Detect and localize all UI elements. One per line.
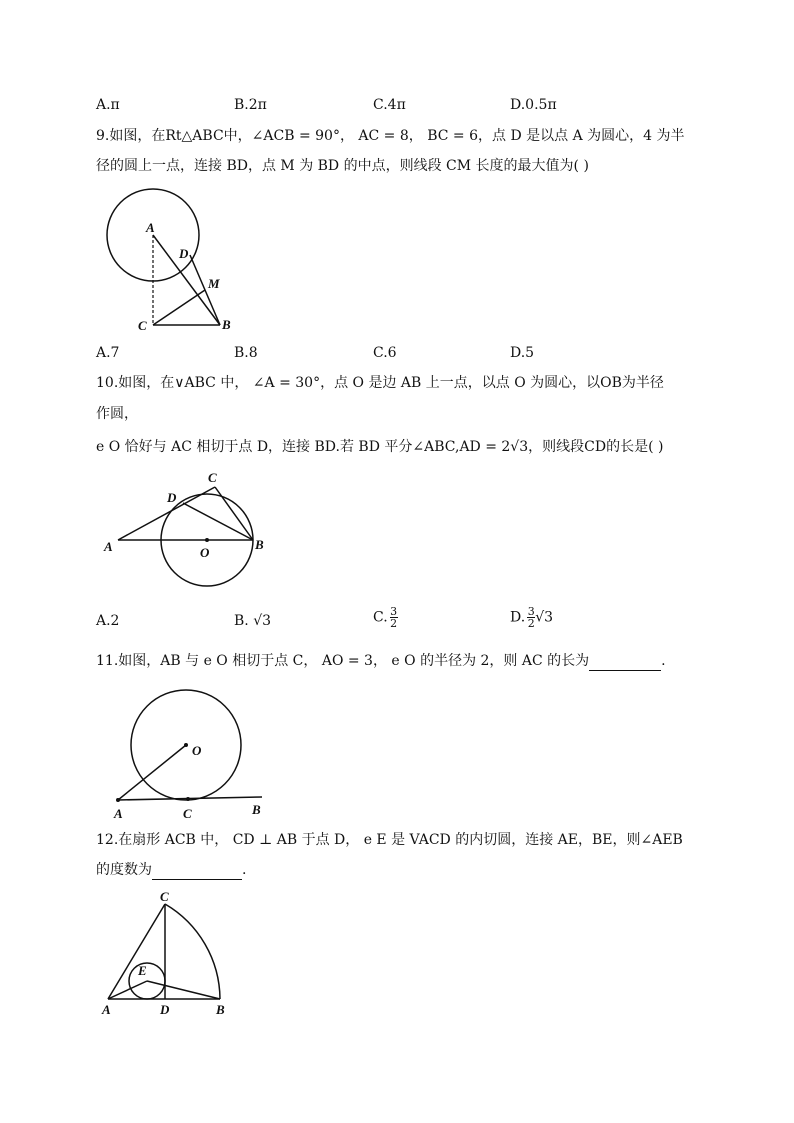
q10-center-point	[205, 538, 209, 542]
q10-label-c: C	[208, 470, 217, 485]
q8-option-a: A.π	[96, 97, 120, 113]
q11-label-o: O	[192, 743, 202, 758]
q9-figure	[100, 186, 240, 336]
q10-option-d-root: √3	[535, 609, 554, 626]
q10-option-d-denominator: 2	[527, 617, 535, 630]
q8-option-d: D.0.5π	[510, 97, 557, 113]
q10-option-b: B. √3	[234, 613, 272, 629]
q10-text-line2: 作圆，	[96, 406, 138, 422]
q10-option-d	[510, 606, 553, 629]
q10-option-d-prefix: D.	[510, 609, 526, 626]
q10-option-d-fraction	[527, 606, 535, 629]
q12-text-line2	[96, 861, 246, 880]
q9-segment-cm	[153, 290, 205, 325]
q8-option-b: B.2π	[234, 97, 267, 113]
q9-label-m: M	[208, 276, 220, 291]
q12-text-line1: 12.在扇形 ACB 中， CD ⊥ AB 于点 D， e E 是 VACD 的内切圆，连接 AE，BE，则∠AEB	[96, 832, 683, 848]
q9-option-d: D.5	[510, 345, 535, 361]
q10-figure	[100, 465, 275, 590]
q12-label-a: A	[102, 1002, 111, 1017]
q12-label-d: D	[160, 1002, 170, 1017]
q10-label-b: B	[255, 537, 264, 552]
q9-text-line1: 9.如图，在Rt△ABC中，∠ACB = 90°， AC = 8， BC = 6，点 D 是以点 A 为圆心，4 为半	[96, 128, 685, 144]
q11-segment-ao	[118, 745, 186, 800]
q12-figure	[100, 888, 235, 1018]
q10-text-line3: e O 恰好与 AC 相切于点 D，连接 BD.若 BD 平分∠ABC,AD = 2√3，则线段CD的长是( )	[96, 439, 664, 455]
q12-question-end: 的度数为	[96, 862, 152, 878]
q9-text-line2: 径的圆上一点，连接 BD，点 M 为 BD 的中点，则线段 CM 长度的最大值为( )	[96, 158, 589, 174]
q11-point-o	[184, 743, 188, 747]
q9-label-d: D	[179, 246, 189, 261]
q9-label-c: C	[138, 318, 147, 333]
q10-label-d: D	[167, 490, 177, 505]
q11-question: 11.如图，AB 与 e O 相切于点 C， AO = 3， e O 的半径为 2，则 AC 的长为	[96, 653, 590, 669]
q10-option-c	[373, 606, 398, 629]
q11-label-a: A	[114, 806, 123, 821]
q10-option-c-fraction	[390, 606, 398, 629]
q12-segment-be	[147, 981, 220, 999]
q11-label-c: C	[183, 806, 192, 821]
q12-arc-cb	[165, 904, 220, 999]
q11-answer-blank[interactable]	[589, 652, 661, 671]
q11-figure	[110, 690, 275, 820]
q11-label-b: B	[252, 802, 261, 817]
q12-period: .	[242, 862, 247, 878]
q11-point-c	[186, 797, 190, 801]
q9-label-b: B	[222, 317, 231, 332]
q10-option-c-denominator: 2	[390, 617, 398, 630]
q10-label-o: O	[200, 545, 210, 560]
q10-segment-cb	[215, 487, 253, 540]
q9-option-c: C.6	[373, 345, 397, 361]
q12-segment-ac	[108, 904, 165, 999]
q12-label-b: B	[216, 1002, 225, 1017]
q10-text-line1: 10.如图，在∨ABC 中， ∠A = 30°，点 O 是边 AB 上一点，以点 O 为圆心，以OB为半径	[96, 375, 664, 391]
q10-segment-db	[183, 503, 253, 540]
q9-option-b: B.8	[234, 345, 258, 361]
q10-option-d-numerator: 3	[527, 605, 535, 618]
q12-label-c: C	[160, 889, 169, 904]
q12-label-e: E	[138, 963, 147, 978]
q11-text-line1	[96, 652, 666, 671]
q12-answer-blank[interactable]	[152, 861, 242, 880]
q8-option-c: C.4π	[373, 97, 406, 113]
q9-label-a: A	[146, 220, 155, 235]
q10-option-c-prefix: C.	[373, 609, 388, 626]
q9-option-a: A.7	[96, 345, 120, 361]
q11-period: .	[661, 653, 666, 669]
q10-option-a: A.2	[96, 613, 120, 629]
q10-label-a: A	[104, 539, 113, 554]
q11-point-a	[116, 798, 120, 802]
q10-option-c-numerator: 3	[390, 605, 398, 618]
